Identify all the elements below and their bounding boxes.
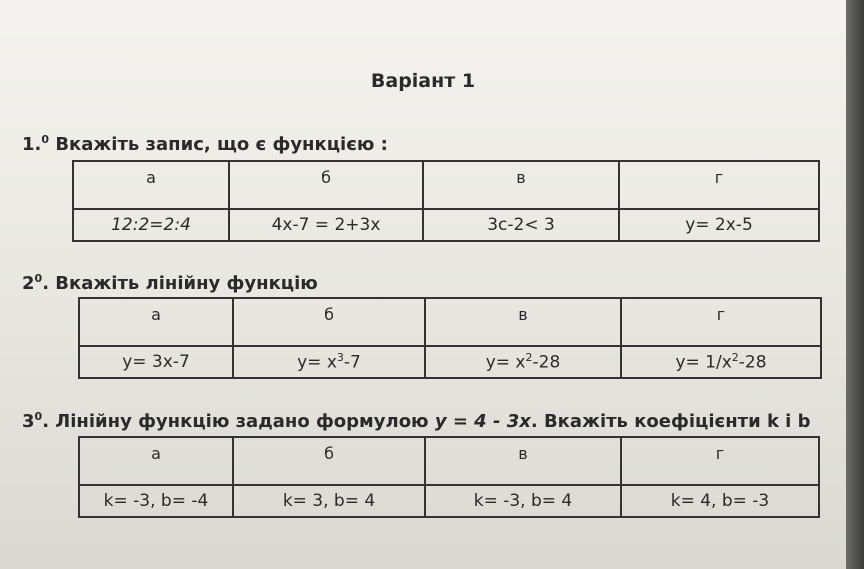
answer-cell-a — [79, 346, 233, 378]
table-answer-row — [79, 346, 821, 378]
header-cell-v: в — [425, 298, 621, 346]
answer-cell-v — [425, 346, 621, 378]
task-2-degree: 0 — [34, 272, 43, 285]
task-3-text: . Лінійну функцію задано формулою — [42, 411, 435, 432]
header-cell-g: г — [621, 437, 819, 485]
task-1-number: 1. — [22, 134, 42, 155]
answer-v-exponent: 2 — [525, 351, 533, 365]
task-3-question — [22, 410, 811, 432]
task-3-degree: 0 — [34, 410, 43, 423]
answer-v-tail: -28 — [532, 352, 561, 373]
task-1-text: Вкажіть запис, що є функцією : — [55, 134, 388, 155]
answer-b-base: у= х — [297, 352, 337, 373]
task-2-text: . Вкажіть лінійну функцію — [42, 273, 318, 294]
answer-a-text: у= 3х-7 — [122, 352, 190, 372]
answer-cell-b: k= 3, b= 4 — [233, 485, 425, 517]
answer-cell-v: k= -3, b= 4 — [425, 485, 621, 517]
header-cell-b: б — [233, 298, 425, 346]
page-edge-shadow — [846, 0, 864, 569]
header-cell-a: а — [73, 161, 229, 209]
header-cell-g: г — [619, 161, 819, 209]
answer-cell-a: 12:2=2:4 — [73, 209, 229, 241]
answer-b-exponent: 3 — [336, 351, 344, 365]
task-2-number: 2 — [22, 273, 35, 294]
task-3-text-after: . Вкажіть коефіцієнти k і b — [530, 411, 811, 432]
header-cell-v: в — [423, 161, 619, 209]
task-3-number: 3 — [22, 411, 35, 432]
answer-cell-b: 4х-7 = 2+3х — [229, 209, 423, 241]
task-1-degree: 0 — [41, 133, 50, 146]
table-header-row — [73, 161, 819, 209]
table-answer-row — [79, 485, 819, 517]
answer-cell-v: 3с-2< 3 — [423, 209, 619, 241]
header-cell-g: г — [621, 298, 821, 346]
answer-cell-g: k= 4, b= -3 — [621, 485, 819, 517]
header-cell-b: б — [229, 161, 423, 209]
answer-cell-a: k= -3, b= -4 — [79, 485, 233, 517]
task-2-table — [78, 297, 822, 379]
task-2-question — [22, 272, 318, 294]
answer-b-tail: -7 — [343, 352, 361, 373]
task-1-question — [22, 133, 388, 155]
table-header-row — [79, 437, 819, 485]
header-cell-a: а — [79, 437, 233, 485]
header-cell-v: в — [425, 437, 621, 485]
answer-g-exponent: 2 — [731, 351, 739, 365]
header-cell-b: б — [233, 437, 425, 485]
answer-cell-b — [233, 346, 425, 378]
table-answer-row — [73, 209, 819, 241]
header-cell-a: а — [79, 298, 233, 346]
table-header-row — [79, 298, 821, 346]
task-3-table — [78, 436, 820, 518]
task-3-formula: у = 4 - 3х — [434, 411, 531, 432]
variant-title: Варіант 1 — [370, 70, 476, 92]
answer-v-base: у= х — [485, 352, 526, 373]
answer-g-base: у= 1/х — [675, 352, 732, 373]
task-1-table — [72, 160, 820, 242]
answer-cell-g — [621, 346, 821, 378]
answer-cell-g: у= 2х-5 — [619, 209, 819, 241]
answer-g-tail: -28 — [738, 352, 767, 373]
